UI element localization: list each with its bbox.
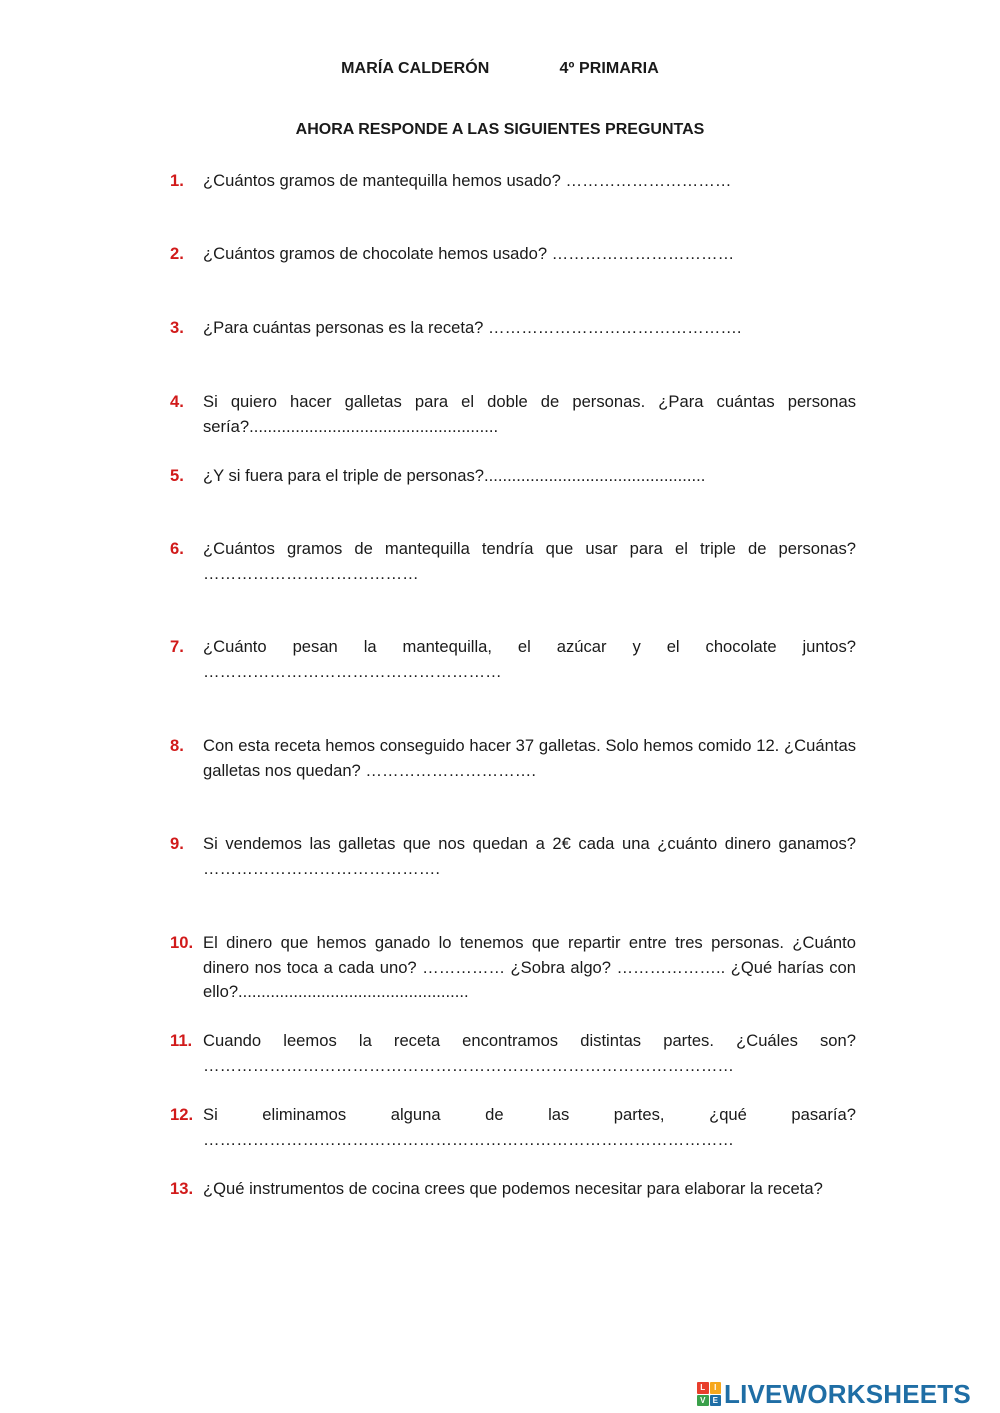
question-number: 1.	[170, 171, 184, 190]
grade-label: 4º PRIMARIA	[559, 60, 659, 77]
question-12	[170, 1103, 856, 1152]
question-text: Con esta receta hemos conseguido hacer 37 galletas. Solo hemos comido 12. ¿Cuántas galletas nos quedan? ………………………….	[203, 736, 856, 780]
question-7	[170, 635, 856, 684]
question-text: ¿Cuántos gramos de chocolate hemos usado? ……………………………	[203, 244, 735, 263]
question-text: Si quiero hacer galletas para el doble de personas. ¿Para cuántas personas sería?......................................................	[203, 392, 856, 436]
logo-letter: L	[697, 1382, 709, 1394]
question-1	[170, 169, 856, 194]
question-number: 11.	[170, 1031, 193, 1050]
question-number: 7.	[170, 637, 184, 656]
logo-letter: V	[697, 1395, 709, 1407]
question-number: 8.	[170, 736, 184, 755]
question-6	[170, 537, 856, 586]
page-header	[0, 60, 1000, 78]
student-name: MARÍA CALDERÓN	[341, 60, 490, 77]
question-11	[170, 1029, 856, 1078]
question-text: ¿Cuánto pesan la mantequilla, el azúcar y el chocolate juntos? ………………………………………………	[203, 637, 856, 681]
question-8	[170, 734, 856, 783]
question-number: 4.	[170, 392, 184, 411]
question-number: 2.	[170, 244, 184, 263]
liveworksheets-watermark	[697, 1378, 971, 1410]
question-number: 12.	[170, 1105, 194, 1124]
question-number: 9.	[170, 834, 184, 853]
question-number: 10.	[170, 933, 194, 952]
question-5	[170, 464, 856, 489]
question-number: 6.	[170, 539, 184, 558]
question-text: ¿Qué instrumentos de cocina crees que podemos necesitar para elaborar la receta?	[203, 1179, 823, 1198]
logo-letter: E	[710, 1395, 722, 1407]
liveworksheets-logo-icon	[697, 1382, 721, 1406]
question-text: ¿Cuántos gramos de mantequilla hemos usado? …………………………	[203, 171, 732, 190]
watermark-text: LIVEWORKSHEETS	[724, 1378, 971, 1409]
question-3	[170, 316, 856, 341]
question-13	[170, 1177, 856, 1202]
question-text: ¿Para cuántas personas es la receta? ……………………………………….	[203, 318, 742, 337]
page-title: AHORA RESPONDE A LAS SIGUIENTES PREGUNTAS	[295, 121, 705, 138]
logo-letter: I	[710, 1382, 722, 1394]
question-number: 3.	[170, 318, 184, 337]
question-10	[170, 931, 856, 1005]
question-9	[170, 832, 856, 881]
question-4	[170, 390, 856, 439]
question-2	[170, 242, 856, 267]
question-text: ¿Cuántos gramos de mantequilla tendría que usar para el triple de personas? …………………………………	[203, 539, 856, 583]
question-text: Si vendemos las galletas que nos quedan a 2€ cada una ¿cuánto dinero ganamos? …………………………………….	[203, 834, 856, 878]
question-text: ¿Y si fuera para el triple de personas?................................................	[203, 466, 706, 485]
question-text: Cuando leemos la receta encontramos distintas partes. ¿Cuáles son? ……………………………………………………………………………………	[203, 1031, 856, 1075]
question-text: Si eliminamos alguna de las partes, ¿qué pasaría? ……………………………………………………………………………………	[203, 1105, 856, 1149]
question-number: 5.	[170, 466, 184, 485]
question-number: 13.	[170, 1179, 194, 1198]
question-text: El dinero que hemos ganado lo tenemos que repartir entre tres personas. ¿Cuánto dinero nos toca a cada uno? …………… ¿Sobra algo? ……………….. ¿Qué harías con ello?..................................................	[203, 933, 856, 1001]
